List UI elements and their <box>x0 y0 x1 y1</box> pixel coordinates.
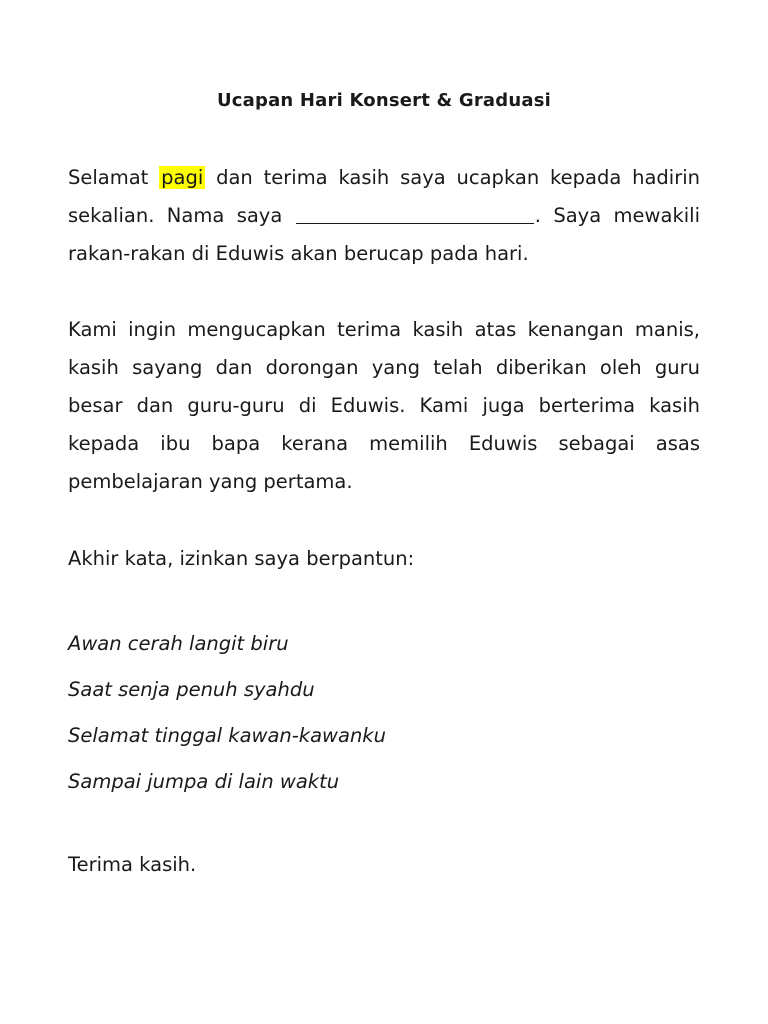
pantun-line: Saat senja penuh syahdu <box>68 678 315 701</box>
pantun-line: Selamat tinggal kawan-kawanku <box>68 724 386 747</box>
highlighted-word: pagi <box>161 166 204 189</box>
closing-text: Terima kasih. <box>68 853 197 876</box>
greeting-text-continued: dan terima kasih saya ucapkan kepada hadirin sekalian. Nama saya <box>68 166 700 227</box>
paragraph-closing-intro: Akhir kata, izinkan saya berpantun: <box>68 547 415 570</box>
greeting-text-end: . Saya mewakili rakan-rakan di Eduwis akan berucap pada hari. <box>68 204 700 265</box>
pantun-line: Awan cerah langit biru <box>68 632 289 655</box>
name-blank-line <box>296 203 534 224</box>
pantun-line: Sampai jumpa di lain waktu <box>68 770 340 793</box>
paragraph-greeting <box>68 159 700 273</box>
paragraph-thanks: Kami ingin mengucapkan terima kasih atas kenangan manis, kasih sayang dan dorongan yang telah diberikan oleh guru besar dan guru-guru di Eduwis. Kami juga berterima kasih kepada ibu bapa kerana memilih Eduwis sebagai asas pembelajaran yang pertama. <box>68 318 700 493</box>
greeting-text: Selamat <box>68 166 160 189</box>
pantun-block <box>68 621 386 805</box>
document-title: Ucapan Hari Konsert & Graduasi <box>216 90 552 111</box>
